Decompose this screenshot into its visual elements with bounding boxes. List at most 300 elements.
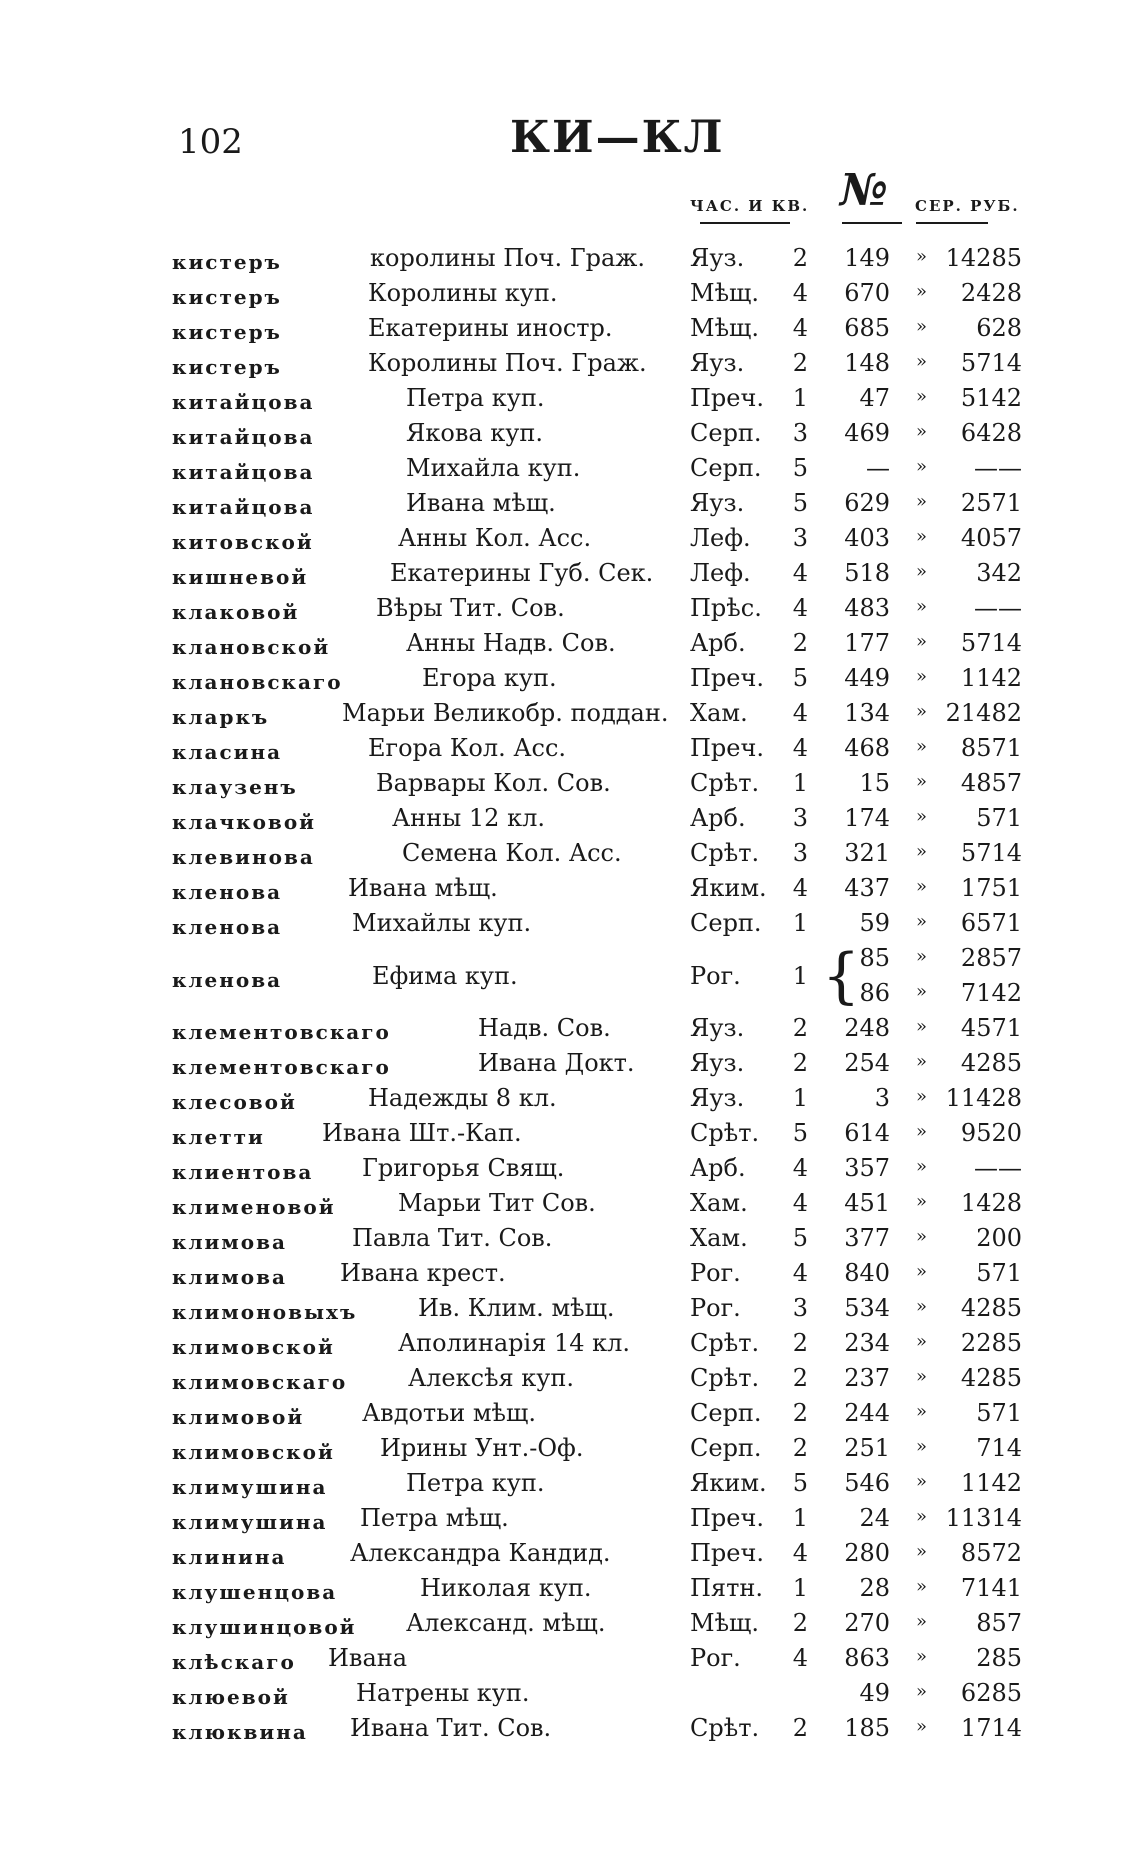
entry-part: Яким. [690,1469,767,1497]
entry-mark: » [916,351,928,372]
entry-given-name: Авдотьи мѣщ. [362,1399,536,1427]
list-item [0,699,1140,734]
entry-rubles: 342 [976,559,1022,587]
entry-house-number: 451 [844,1189,890,1217]
entry-part: Серп. [690,454,762,482]
entry-house-number: 377 [844,1224,890,1252]
entry-given-name: Королины Поч. Граж. [368,349,647,377]
entry-house-number: 614 [844,1119,890,1147]
entry-mark: » [916,841,928,862]
entry-part: Яуз. [690,349,745,377]
entry-part: Прѣс. [690,594,762,622]
entry-mark: » [916,281,928,302]
list-item [0,454,1140,489]
entry-rubles: 1142 [960,664,1022,692]
entry-given-name: Анны Надв. Сов. [406,629,616,657]
entry-given-name: Варвары Кол. Сов. [376,769,611,797]
entry-quarter: 4 [792,1539,808,1567]
entry-part: Леф. [690,524,751,552]
entry-rubles: 857 [976,1609,1022,1637]
entry-given-name: Анны 12 кл. [392,804,545,832]
entry-house-number: 185 [844,1714,890,1742]
entry-rubles: 2857 [960,944,1022,972]
entry-mark: » [916,1331,928,1352]
entry-rubles: —— [974,1154,1022,1182]
entry-rubles: 4285 [960,1049,1022,1077]
entry-quarter: 2 [792,1609,808,1637]
entry-given-name: Григорья Свящ. [362,1154,565,1182]
entry-mark: » [916,1611,928,1632]
entry-quarter: 3 [792,1294,808,1322]
entry-quarter: 2 [792,1714,808,1742]
entry-part: Арб. [690,1154,746,1182]
entry-surname: китайцова [172,390,315,414]
entry-house-number: 629 [844,489,890,517]
entry-part: Мѣщ. [690,279,759,307]
list-item [0,769,1140,804]
list-item [0,941,1140,1014]
entry-quarter: 2 [792,244,808,272]
entry-quarter: 2 [792,1049,808,1077]
list-item [0,419,1140,454]
entry-given-name: Анны Кол. Асс. [398,524,592,552]
entry-quarter: 2 [792,1399,808,1427]
entry-house-number: 244 [844,1399,890,1427]
list-item [0,1224,1140,1259]
entry-quarter: 4 [792,1259,808,1287]
entry-quarter: 3 [792,839,808,867]
entry-part: Срѣт. [690,1714,760,1742]
list-item [0,1714,1140,1749]
list-item [0,1679,1140,1714]
entry-mark: » [916,1016,928,1037]
entry-quarter: 1 [792,962,808,990]
entry-surname: клиентова [172,1160,314,1184]
entry-given-name: Марьи Великобр. поддан. [342,699,669,727]
entry-quarter: 1 [792,1084,808,1112]
entry-quarter: 4 [792,1189,808,1217]
entry-mark: » [916,1436,928,1457]
entry-surname: класина [172,740,283,764]
list-item [0,1609,1140,1644]
entry-mark: » [916,316,928,337]
entry-mark: » [916,456,928,477]
entry-surname: клановскаго [172,670,343,694]
entry-surname: кленова [172,915,283,939]
entry-part: Пятн. [690,1574,763,1602]
entry-part: Рог. [690,1259,741,1287]
entry-mark-second: » [916,981,928,1002]
list-item [0,244,1140,279]
entry-mark: » [916,246,928,267]
entry-quarter: 2 [792,629,808,657]
entry-rubles: 628 [976,314,1022,342]
entry-mark: » [916,1086,928,1107]
entry-surname: кистеръ [172,355,282,379]
entry-given-name: Александра Кандид. [350,1539,611,1567]
entry-given-name: Якова куп. [406,419,544,447]
entry-part: Преч. [690,1504,764,1532]
directory-list [0,244,1140,1749]
entry-surname: клюевой [172,1685,290,1709]
list-item [0,839,1140,874]
entry-rubles: 7141 [960,1574,1022,1602]
entry-house-number: 28 [859,1574,890,1602]
entry-part: Мѣщ. [690,314,759,342]
entry-surname: клушенцова [172,1580,338,1604]
entry-house-number: 685 [844,314,890,342]
entry-house-number: 59 [859,909,890,937]
entry-surname: клачковой [172,810,316,834]
entry-rubles: 11314 [945,1504,1022,1532]
entry-quarter: 5 [792,454,808,482]
entry-quarter: 5 [792,664,808,692]
entry-rubles: 571 [976,804,1022,832]
entry-part: Срѣт. [690,839,760,867]
entry-given-name: Ирины Унт.-Оф. [380,1434,584,1462]
list-item [0,1539,1140,1574]
entry-given-name: Александ. мѣщ. [406,1609,606,1637]
entry-rubles: 4057 [960,524,1022,552]
entry-mark: » [916,1401,928,1422]
list-item [0,594,1140,629]
entry-part: Срѣт. [690,1119,760,1147]
entry-given-name: Ивана Докт. [478,1049,635,1077]
entry-part: Яким. [690,874,767,902]
list-item [0,1574,1140,1609]
list-item [0,1119,1140,1154]
entry-given-name: Егора Кол. Асс. [368,734,567,762]
entry-part: Рог. [690,1644,741,1672]
entry-house-number: 468 [844,734,890,762]
list-item [0,804,1140,839]
entry-surname: климушина [172,1475,328,1499]
entry-given-name: Марьи Тит Сов. [398,1189,596,1217]
entry-given-name: Надв. Сов. [478,1014,611,1042]
entry-part: Хам. [690,1189,748,1217]
entry-quarter: 4 [792,594,808,622]
entry-rubles: 5714 [960,839,1022,867]
entry-surname: клаузенъ [172,775,298,799]
entry-rubles: 11428 [945,1084,1022,1112]
entry-quarter: 5 [792,489,808,517]
entry-given-name: Надежды 8 кл. [368,1084,557,1112]
list-item [0,489,1140,524]
list-item [0,1189,1140,1224]
entry-surname: клесовой [172,1090,297,1114]
list-item [0,524,1140,559]
page-title: КИ—КЛ [510,112,725,163]
entry-quarter: 3 [792,804,808,832]
entry-part: Серп. [690,909,762,937]
list-item [0,1434,1140,1469]
entry-surname: климовской [172,1440,335,1464]
brace-mark: { [822,941,861,1011]
entry-mark: » [916,1121,928,1142]
list-item [0,279,1140,314]
entry-mark: » [916,1681,928,1702]
entry-mark: » [916,666,928,687]
entry-house-number: 177 [844,629,890,657]
entry-rubles: —— [974,454,1022,482]
entry-mark: » [916,1471,928,1492]
entry-surname: клѣскаго [172,1650,296,1674]
entry-rubles: 714 [976,1434,1022,1462]
entry-house-number: 270 [844,1609,890,1637]
entry-house-number: 234 [844,1329,890,1357]
entry-rubles: 4571 [960,1014,1022,1042]
entry-rubles: —— [974,594,1022,622]
list-item [0,1644,1140,1679]
entry-rubles: 200 [976,1224,1022,1252]
entry-house-number: 237 [844,1364,890,1392]
entry-part: Яуз. [690,489,745,517]
entry-surname: кистеръ [172,285,282,309]
list-item [0,1364,1140,1399]
entry-house-number: 469 [844,419,890,447]
entry-given-name: Семена Кол. Асс. [402,839,622,867]
entry-mark: » [916,1191,928,1212]
entry-house-number: 254 [844,1049,890,1077]
entry-part: Преч. [690,1539,764,1567]
list-item [0,1469,1140,1504]
entry-rubles: 2285 [960,1329,1022,1357]
entry-given-name: Петра куп. [406,384,545,412]
entry-given-name: Ив. Клим. мѣщ. [418,1294,615,1322]
entry-house-number: 449 [844,664,890,692]
list-item [0,874,1140,909]
entry-mark: » [916,1646,928,1667]
entry-quarter: 1 [792,769,808,797]
entry-house-number: 863 [844,1644,890,1672]
entry-rubles: 2428 [960,279,1022,307]
list-item [0,314,1140,349]
entry-quarter: 1 [792,1504,808,1532]
entry-mark: » [916,1506,928,1527]
entry-rubles: 4285 [960,1294,1022,1322]
entry-given-name: Михайла куп. [406,454,581,482]
entry-rubles: 8572 [960,1539,1022,1567]
entry-mark: » [916,806,928,827]
list-item [0,629,1140,664]
list-item [0,1504,1140,1539]
entry-quarter: 5 [792,1224,808,1252]
entry-part: Яуз. [690,1049,745,1077]
entry-quarter: 1 [792,909,808,937]
list-item [0,384,1140,419]
entry-given-name: Ефима куп. [372,962,518,990]
entry-rubles: 6428 [960,419,1022,447]
entry-rubles: 9520 [960,1119,1022,1147]
entry-surname: клементовскаго [172,1055,391,1079]
entry-part: Арб. [690,804,746,832]
entry-rubles: 1751 [960,874,1022,902]
entry-given-name: Екатерины Губ. Сек. [390,559,654,587]
entry-mark: » [916,596,928,617]
entry-house-number: 148 [844,349,890,377]
entry-given-name: Ивана крест. [340,1259,506,1287]
entry-part: Серп. [690,419,762,447]
entry-surname: клушинцовой [172,1615,357,1639]
entry-rubles: 14285 [945,244,1022,272]
entry-part: Леф. [690,559,751,587]
list-item [0,349,1140,384]
entry-rubles: 1714 [960,1714,1022,1742]
entry-rubles: 2571 [960,489,1022,517]
entry-quarter: 3 [792,419,808,447]
entry-quarter: 4 [792,699,808,727]
entry-surname: китовской [172,530,314,554]
entry-rubles: 285 [976,1644,1022,1672]
entry-house-number: — [866,454,890,482]
entry-house-number: 280 [844,1539,890,1567]
entry-quarter: 4 [792,279,808,307]
entry-mark: » [916,526,928,547]
entry-mark: » [916,1366,928,1387]
entry-house-number: 518 [844,559,890,587]
entry-house-number: 47 [859,384,890,412]
entry-house-number: 437 [844,874,890,902]
entry-surname: клановской [172,635,331,659]
entry-rubles: 1142 [960,1469,1022,1497]
column-header-rubles: СЕР. РУБ. [915,197,1020,215]
entry-surname: китайцова [172,460,315,484]
entry-mark: » [916,421,928,442]
entry-house-number: 174 [844,804,890,832]
entry-house-number: 3 [874,1084,890,1112]
entry-quarter: 4 [792,1154,808,1182]
entry-surname: кленова [172,968,283,992]
entry-house-number: 49 [859,1679,890,1707]
entry-part: Срѣт. [690,1329,760,1357]
entry-surname: китайцова [172,425,315,449]
entry-given-name: Ивана мѣщ. [406,489,556,517]
entry-rubles: 5142 [960,384,1022,412]
entry-surname: клементовскаго [172,1020,391,1044]
entry-quarter: 1 [792,384,808,412]
entry-quarter: 3 [792,524,808,552]
entry-surname: климоновыхъ [172,1300,358,1324]
entry-house-number: 483 [844,594,890,622]
entry-house-number: 251 [844,1434,890,1462]
list-item [0,1084,1140,1119]
entry-quarter: 2 [792,1434,808,1462]
entry-given-name: Аполинарія 14 кл. [398,1329,631,1357]
entry-surname: клюквина [172,1720,308,1744]
entry-mark: » [916,1576,928,1597]
list-item [0,1259,1140,1294]
list-item [0,909,1140,944]
entry-mark: » [916,1716,928,1737]
entry-house-number: 546 [844,1469,890,1497]
entry-part: Рог. [690,962,741,990]
entry-part: Преч. [690,734,764,762]
entry-part: Преч. [690,384,764,412]
entry-house-number: 248 [844,1014,890,1042]
header-rule [916,222,988,224]
entry-quarter: 2 [792,349,808,377]
entry-house-number: 321 [844,839,890,867]
entry-surname: кистеръ [172,320,282,344]
entry-part: Мѣщ. [690,1609,759,1637]
column-header-number: № [840,165,890,216]
entry-rubles: 571 [976,1399,1022,1427]
entry-part: Яуз. [690,1084,745,1112]
entry-mark: » [916,561,928,582]
entry-part: Рог. [690,1294,741,1322]
header-rule [700,222,790,224]
entry-part: Яуз. [690,1014,745,1042]
entry-mark: » [916,1296,928,1317]
entry-mark: » [916,1261,928,1282]
entry-quarter: 2 [792,1329,808,1357]
entry-surname: климовскаго [172,1370,348,1394]
entry-mark: » [916,1226,928,1247]
entry-rubles: 6571 [960,909,1022,937]
entry-mark: » [916,631,928,652]
entry-mark: » [916,1541,928,1562]
entry-rubles: 5714 [960,349,1022,377]
entry-surname: клетти [172,1125,265,1149]
entry-part: Яуз. [690,244,745,272]
entry-mark: » [916,946,928,967]
entry-part: Серп. [690,1399,762,1427]
entry-house-number: 85 [859,944,890,972]
entry-quarter: 1 [792,1574,808,1602]
entry-quarter: 5 [792,1469,808,1497]
entry-house-number: 134 [844,699,890,727]
entry-rubles: 5714 [960,629,1022,657]
entry-house-number: 534 [844,1294,890,1322]
entry-mark: » [916,491,928,512]
entry-surname: кленова [172,880,283,904]
entry-given-name: Ивана Шт.-Кап. [322,1119,522,1147]
entry-given-name: Ивана [328,1644,408,1672]
entry-mark: » [916,736,928,757]
entry-rubles: 21482 [945,699,1022,727]
entry-rubles: 8571 [960,734,1022,762]
entry-quarter: 4 [792,559,808,587]
entry-mark: » [916,771,928,792]
entry-surname: клименовой [172,1195,336,1219]
entry-mark: » [916,701,928,722]
entry-house-number: 670 [844,279,890,307]
entry-quarter: 4 [792,734,808,762]
list-item [0,1294,1140,1329]
entry-house-number: 15 [859,769,890,797]
list-item [0,1154,1140,1189]
list-item [0,1329,1140,1364]
list-item [0,1014,1140,1049]
entry-surname: клинина [172,1545,287,1569]
entry-given-name: Ивана мѣщ. [348,874,498,902]
entry-given-name: Михайлы куп. [352,909,532,937]
entry-surname: климовой [172,1405,305,1429]
entry-rubles: 1428 [960,1189,1022,1217]
entry-quarter: 2 [792,1014,808,1042]
entry-house-number: 149 [844,244,890,272]
entry-mark: » [916,876,928,897]
entry-house-number: 403 [844,524,890,552]
entry-part: Преч. [690,664,764,692]
entry-house-number: 840 [844,1259,890,1287]
entry-given-name: Алексѣя куп. [408,1364,575,1392]
entry-surname: климова [172,1265,287,1289]
entry-part: Хам. [690,699,748,727]
entry-quarter: 5 [792,1119,808,1147]
entry-given-name: Вѣры Тит. Сов. [376,594,565,622]
page-number: 102 [178,122,243,162]
